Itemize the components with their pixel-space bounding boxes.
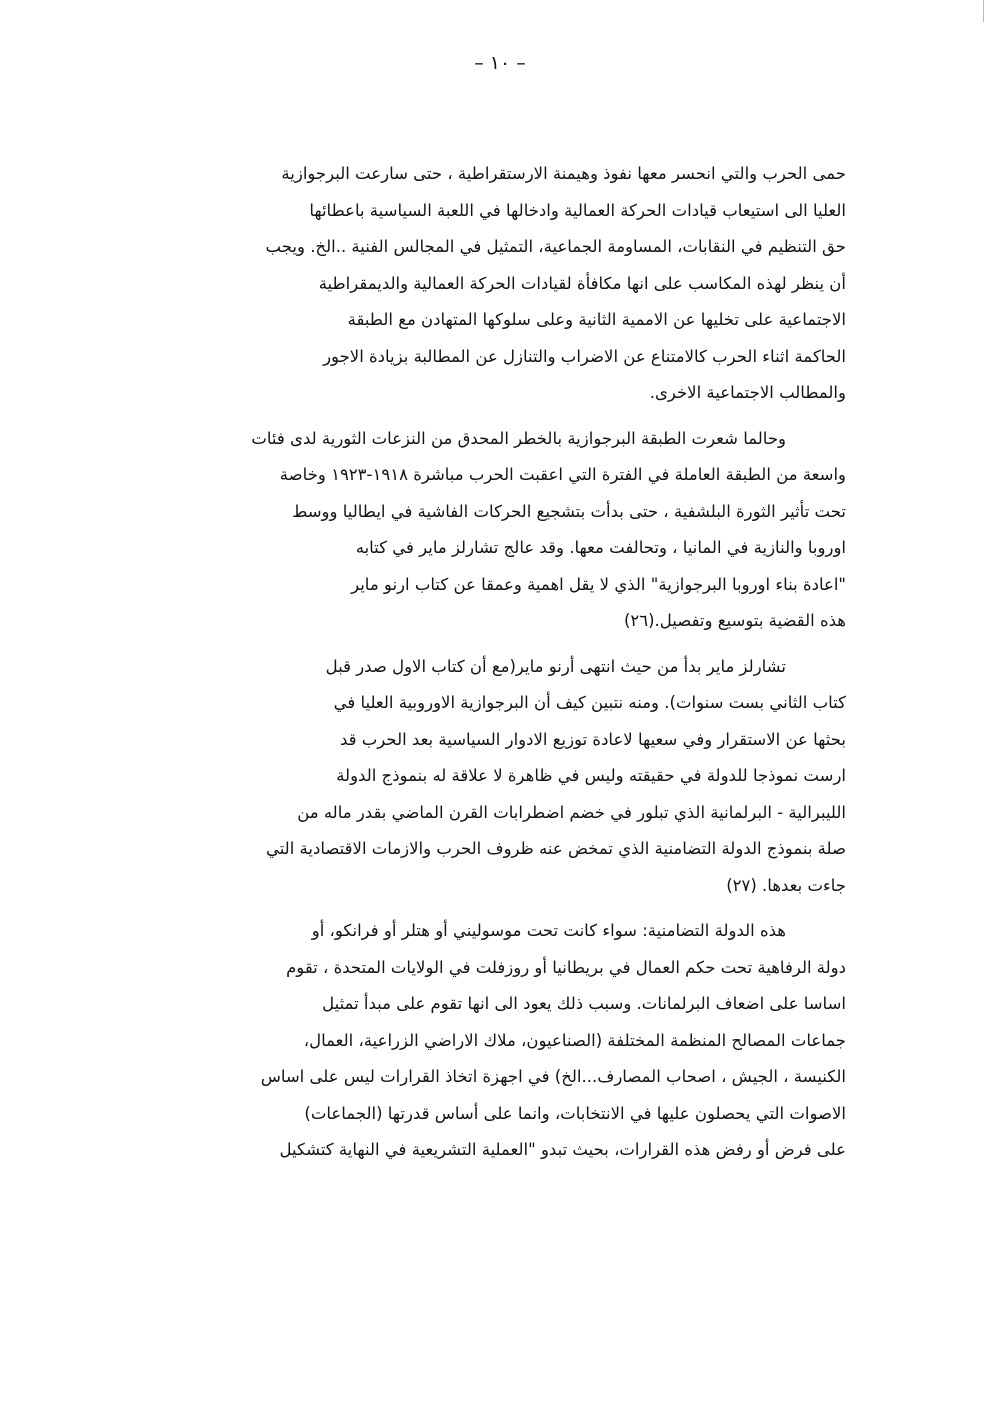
text-line: الاجتماعية على تخليها عن الاممية الثانية وعلى سلوكها المتهادن مع الطبقة — [347, 310, 846, 329]
text-line: هذه الدولة التضامنية: سواء كانت تحت موسوليني أو هتلر أو فرانكو، أو — [311, 921, 786, 940]
text-line: حق التنظيم في النقابات، المساومة الجماعية، التمثيل في المجالس الفنية ..الخ. ويجب — [265, 237, 846, 256]
text-line: الليبرالية - البرلمانية الذي تبلور في خضم اضطرابات القرن الماضي بقدر ماله من — [297, 802, 846, 822]
text-line: الاصوات التي يحصلون عليها في الانتخابات، وانما على أساس قدرتها (الجماعات) — [304, 1103, 846, 1123]
page-number: – ١٠ – — [474, 52, 526, 74]
text-line: على فرض أو رفض هذه القرارات، بحيث تبدو "العملية التشريعية في النهاية كتشكيل — [279, 1140, 846, 1159]
text-line: الحاكمة اثناء الحرب كالامتناع عن الاضراب والتنازل عن المطالبة بزيادة الاجور — [323, 346, 846, 366]
paragraph-3 — [128, 649, 846, 905]
paragraph-4 — [128, 913, 846, 1169]
text-line: صلة بنموذج الدولة التضامنية الذي تمخض عنه ظروف الحرب والازمات الاقتصادية التي — [265, 839, 846, 858]
text-line: تشارلز ماير بدأ من حيث انتهى أرنو ماير(مع أن كتاب الاول صدر قبل — [325, 656, 786, 676]
scan-edge-mark — [983, 0, 984, 22]
text-line: هذه القضية بتوسيع وتفصيل.(٢٦) — [623, 611, 846, 630]
text-line: جاءت بعدها. (٢٧) — [726, 875, 846, 895]
text-line: "اعادة بناء اوروبا البرجوازية" الذي لا يقل اهمية وعمقا عن كتاب ارنو ماير — [351, 574, 846, 594]
text-line: الكنيسة ، الجيش ، اصحاب المصارف...الخ) في اجهزة اتخاذ القرارات ليس على اساس — [260, 1067, 846, 1086]
text-line: اساسا على اضعاف البرلمانات. وسبب ذلك يعود الى انها تقوم على مبدأ تمثيل — [322, 994, 846, 1013]
text-line: دولة الرفاهية تحت حكم العمال في بريطانيا أو روزفلت في الولايات المتحدة ، تقوم — [286, 957, 846, 977]
text-line: ارست نموذجا للدولة في حقيقته وليس في ظاهرة لا علاقة له بنموذج الدولة — [336, 766, 846, 785]
text-line: كتاب الثاني بست سنوات). ومنه نتبين كيف أن البرجوازية الاوروبية العليا في — [333, 693, 846, 712]
text-line: بحثها عن الاستقرار وفي سعيها لاعادة توزيع الادوار السياسية بعد الحرب قد — [339, 729, 846, 749]
text-line: حمى الحرب والتي انحسر معها نفوذ وهيمنة الارستقراطية ، حتى سارعت البرجوازية — [281, 164, 846, 183]
text-line: وحالما شعرت الطبقة البرجوازية بالخطر المحدق من النزعات الثورية لدى فئات — [251, 428, 786, 448]
text-line: أن ينظر لهذه المكاسب على انها مكافأة لقيادات الحركة العمالية والديمقراطية — [318, 273, 846, 293]
paragraph-2 — [128, 421, 846, 640]
text-line: جماعات المصالح المنظمة المختلفة (الصناعيون، ملاك الاراضي الزراعية، العمال، — [303, 1030, 846, 1050]
document-body — [128, 156, 846, 1169]
text-line: العليا الى استيعاب قيادات الحركة العمالية وادخالها في اللعبة السياسية باعطائها — [309, 200, 846, 220]
text-line: واسعة من الطبقة العاملة في الفترة التي اعقبت الحرب مباشرة ١٩١٨-١٩٢٣ وخاصة — [279, 465, 846, 484]
text-line: تحت تأثير الثورة البلشفية ، حتى بدأت بتشجيع الحركات الفاشية في ايطاليا ووسط — [292, 501, 846, 521]
text-line: اوروبا والنازية في المانيا ، وتحالفت معها. وقد عالج تشارلز ماير في كتابه — [355, 538, 846, 557]
paragraph-1 — [128, 156, 846, 412]
text-line: والمطالب الاجتماعية الاخرى. — [649, 383, 846, 402]
